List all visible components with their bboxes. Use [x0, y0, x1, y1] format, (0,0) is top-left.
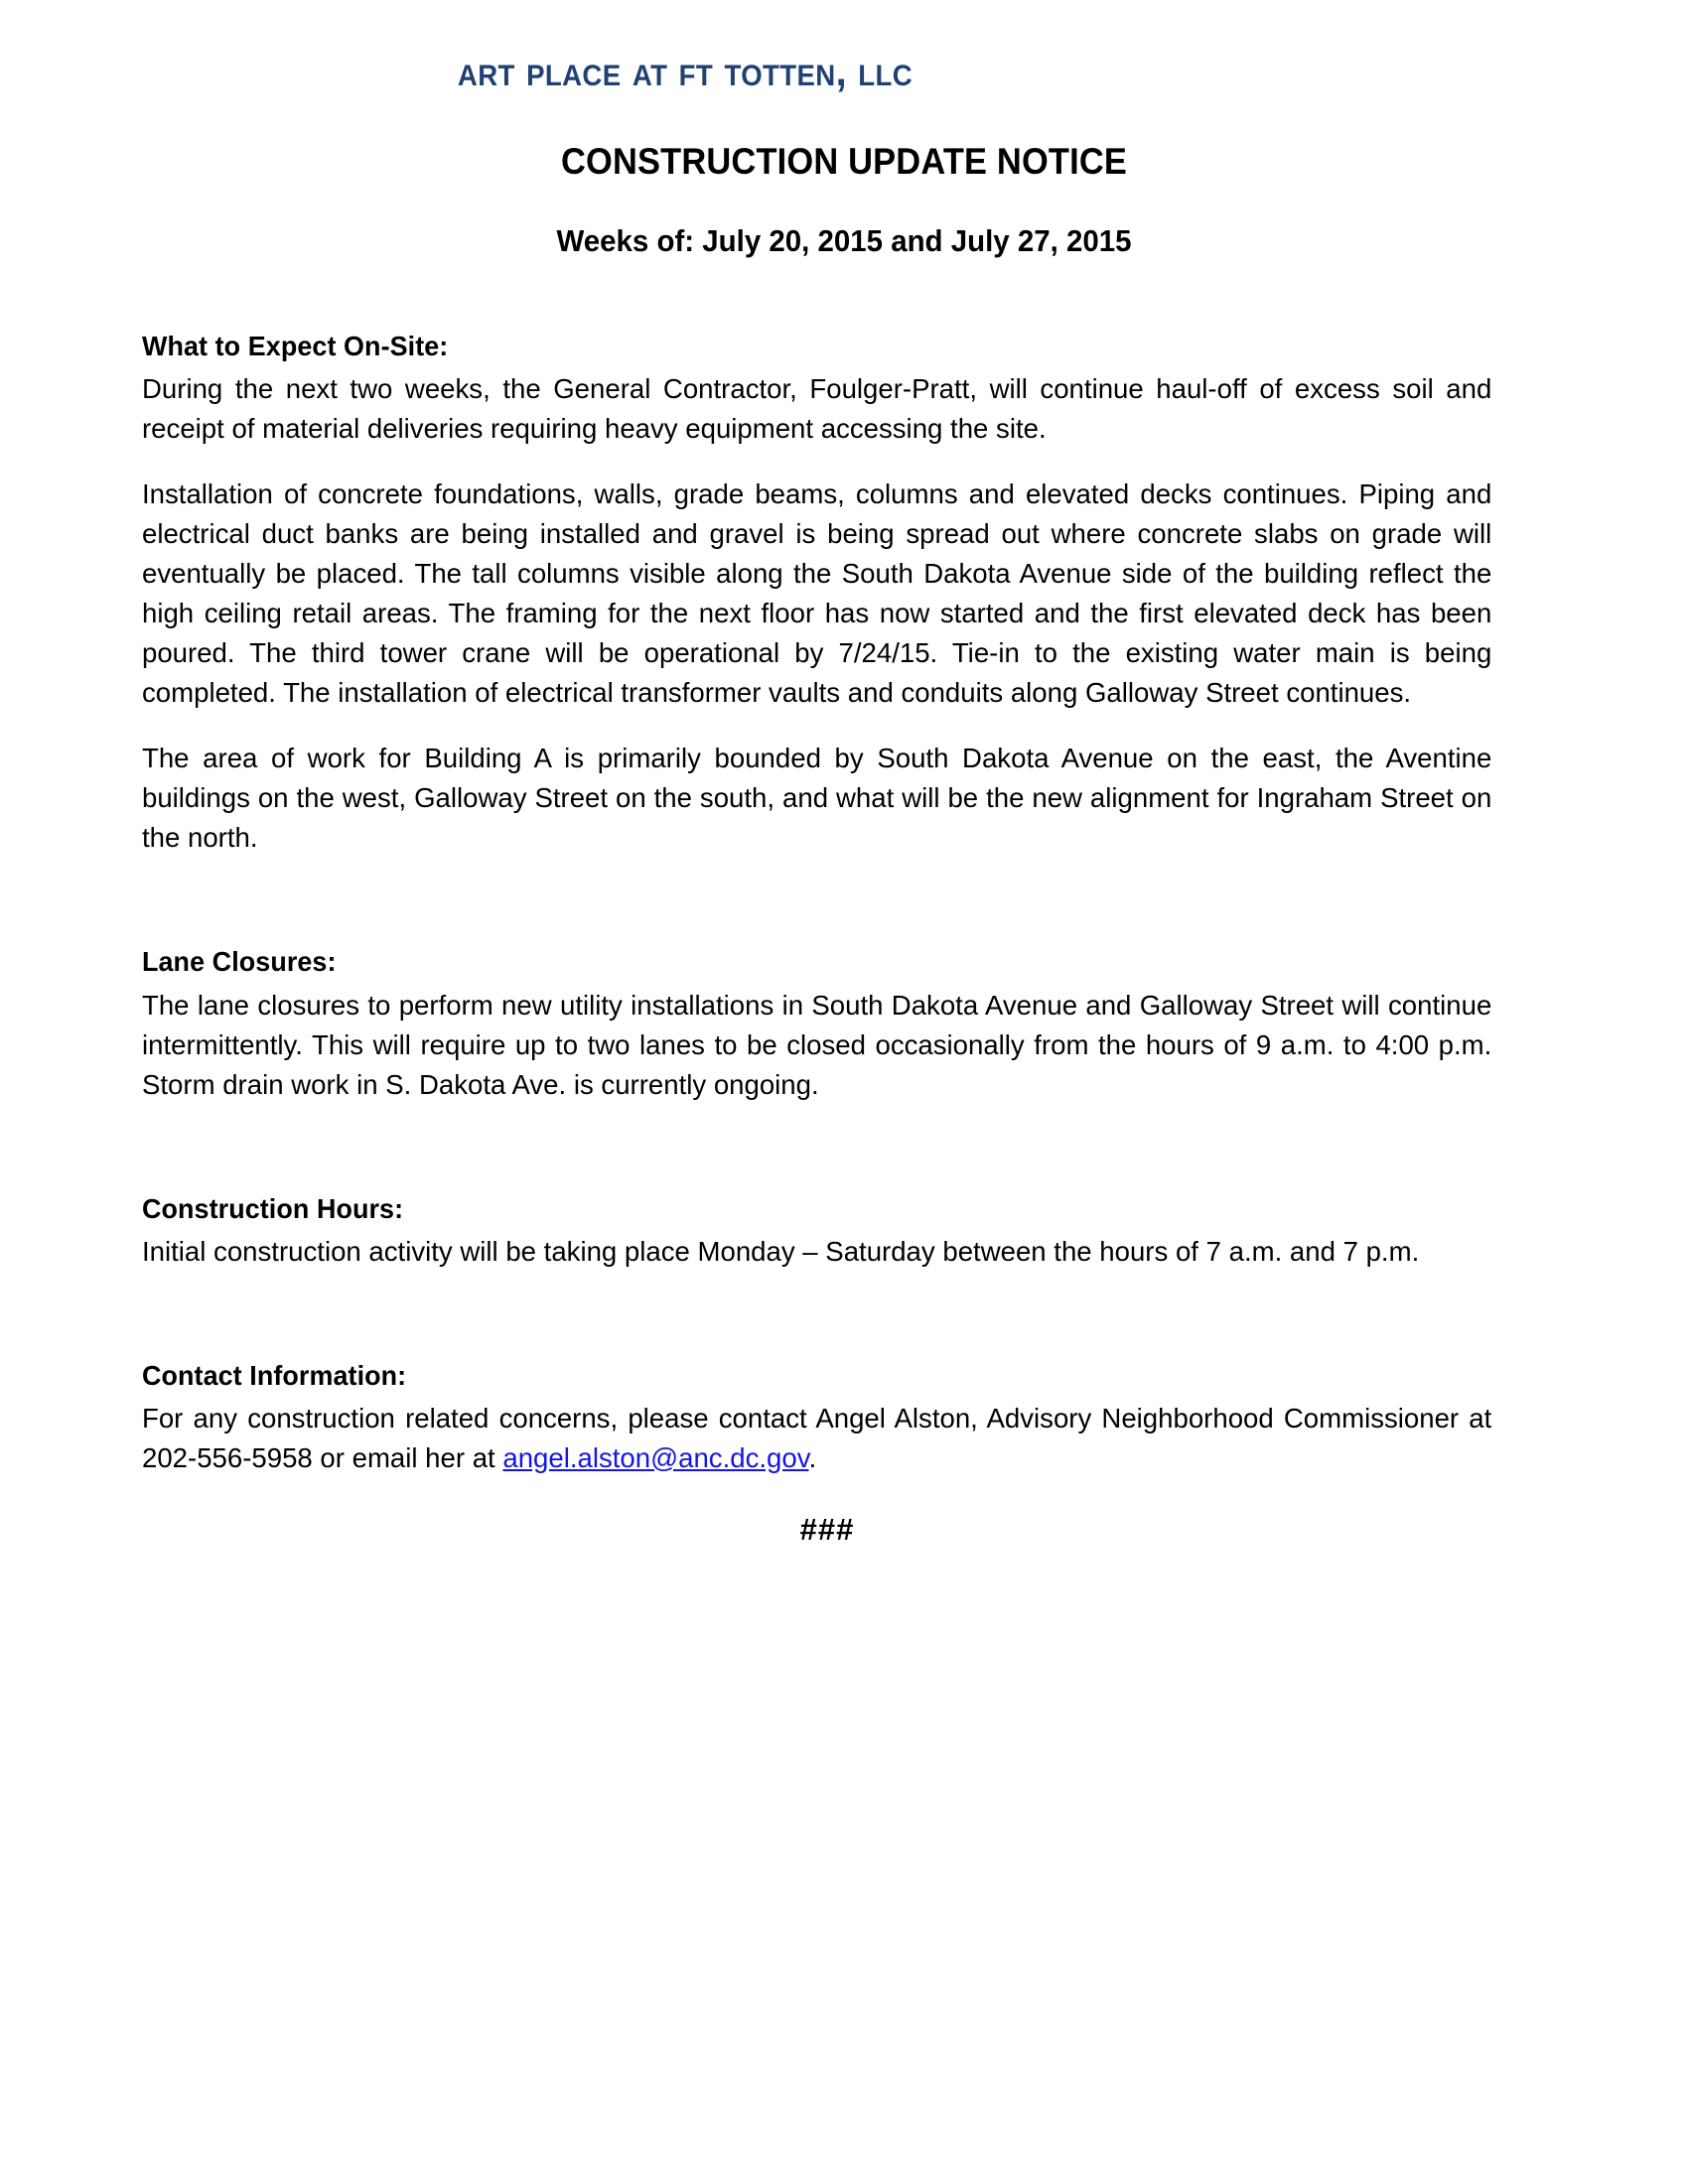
company-logo-wordmark: art place at ft totten, llc — [457, 48, 914, 95]
paragraph-contact — [142, 1399, 1491, 1478]
contact-email-link[interactable]: angel.alston@anc.dc.gov — [502, 1441, 809, 1473]
section-contact-information — [142, 1357, 1512, 1478]
paragraph-expectations-2: Installation of concrete foundations, walls, grade beams, columns and elevated decks continues. Piping and electrical duct banks are being installed and gravel is being spread out where concrete slabs on grade will eventually be placed. The tall columns visible along the South Dakota Avenue side of the building reflect the high ceiling retail areas. The framing for the next floor has now started and the first elevated deck has been poured. The third tower crane will be operational by 7/24/15. Tie-in to the existing water main is being completed. The installation of electrical transformer vaults and conduits along Galloway Street continues. — [142, 478, 1492, 709]
paragraph-lane-closures: The lane closures to perform new utility installations in South Dakota Avenue and Galloway Street will continue intermittently. This will require up to two lanes to be closed occasionally from the hours of 9 a.m. to 4:00 p.m. Storm drain work in S. Dakota Ave. is currently ongoing. — [142, 989, 1492, 1100]
section-heading-what-to-expect: What to Expect On-Site: — [142, 331, 449, 361]
contact-text-after-email: . — [808, 1441, 817, 1473]
section-lane-closures — [142, 943, 1512, 1104]
section-construction-hours — [142, 1190, 1512, 1272]
letterhead — [0, 48, 1688, 96]
contact-text-before-email: For any construction related concerns, please contact Angel Alston, Advisory Neighborhood Commissioner at 202-556-5958 or email her at — [142, 1402, 1492, 1473]
section-spacer — [142, 1105, 1512, 1190]
paragraph-construction-hours: Initial construction activity will be taking place Monday – Saturday between the hours of 7 a.m. and 7 p.m. — [142, 1235, 1420, 1267]
section-what-to-expect — [142, 328, 1512, 858]
paragraph-expectations-3: The area of work for Building A is primarily bounded by South Dakota Avenue on the east, the Aventine buildings on the west, Galloway Street on the south, and what will be the new alignment for Ingraham Street on the north. — [142, 743, 1492, 854]
page-title: CONSTRUCTION UPDATE NOTICE — [560, 141, 1128, 182]
section-heading-contact-information: Contact Information: — [142, 1359, 407, 1391]
document-body — [142, 328, 1512, 1548]
section-heading-construction-hours: Construction Hours: — [142, 1192, 404, 1224]
end-of-document-marker: ### — [799, 1511, 855, 1547]
section-heading-lane-closures: Lane Closures: — [142, 946, 337, 978]
document-date-range: Weeks of: July 20, 2015 and July 27, 2015 — [556, 223, 1132, 258]
section-spacer — [142, 858, 1512, 943]
paragraph-expectations-1: During the next two weeks, the General Contractor, Foulger-Pratt, will continue haul-off of excess soil and receipt of material deliveries requiring heavy equipment accessing the site. — [142, 373, 1492, 445]
section-spacer — [142, 1272, 1512, 1357]
